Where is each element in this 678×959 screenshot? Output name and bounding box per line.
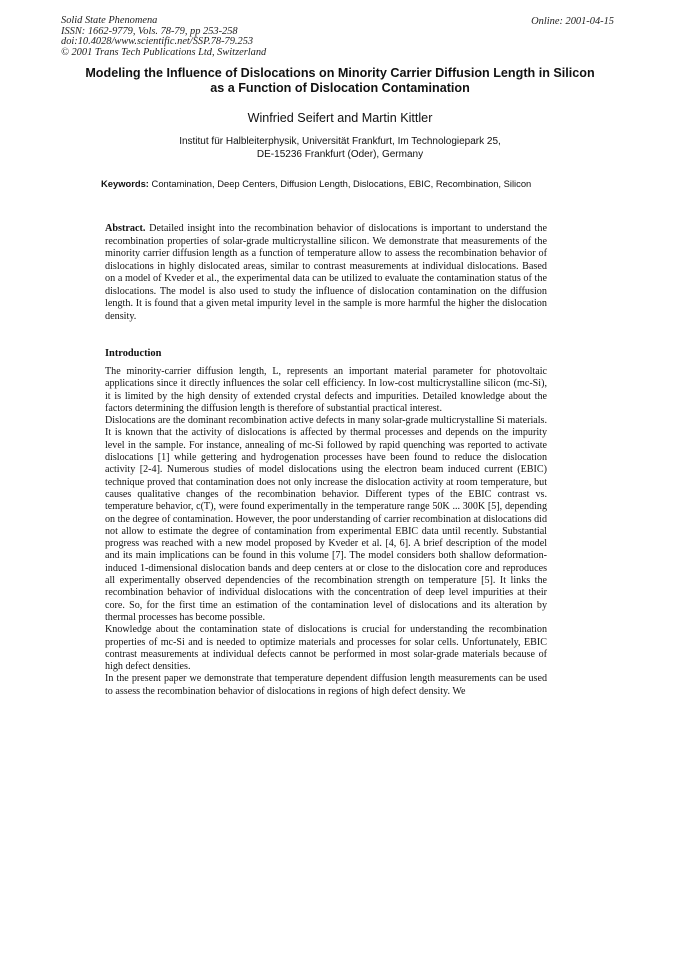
intro-paragraph: Dislocations are the dominant recombination active defects in many solar-grade multicrystalline Si materials. It is known that the activity of dislocations is affected by thermal processes and depends on the impurity level in the sample. For instance, annealing of mc-Si followed by rapid quenching was reported to activate dislocations [1] while gettering and hydrogenation processes have been found to reduce the dislocation activity [2-4]. Numerous studies of model dislocations using the electron beam induced current (EBIC) technique proved that contamination does not only increase the dislocation activity at room temperature, but causes qualitative changes of the recombination behavior. Different types of the EBIC contrast vs. temperature behavior, c(T), were found experimentally in the temperature range 50K ... 300K [5], depending on the degree of contamination. However, the poor understanding of carrier recombination at dislocations did not allow to estimate the degree of contamination from experimental EBIC data until recently. Substantial progress was reached with a new model proposed by Kveder et al. [4, 6]. A brief description of the model and its main implications can be found in this volume [7]. The model considers both shallow deformation-induced 1-dimensional dislocation bands and deep centers at or close to the dislocation core and reproduces all experimentally observed dependencies of the recombination strength on temperature [5]. It links the recombination behavior of individual dislocations with the concentration of deep level impurities at their core. So, for the first time an estimation of the contamination level of dislocations and its alteration by thermal processes has become possible. <box>105 415 547 623</box>
copyright-line: © 2001 Trans Tech Publications Ltd, Switzerland <box>61 46 267 58</box>
doi-line[interactable]: doi:10.4028/www.scientific.net/SSP.78-79.253 <box>61 36 254 48</box>
online-date: Online: 2001-04-15 <box>531 16 614 27</box>
affiliation-line-1: Institut für Halbleiterphysik, Universität Frankfurt, Im Technologiepark 25, <box>179 136 501 147</box>
abstract-block <box>105 223 547 323</box>
keywords-text: Contamination, Deep Centers, Diffusion Length, Dislocations, EBIC, Recombination, Silicon <box>151 178 532 189</box>
intro-paragraph: In the present paper we demonstrate that temperature dependent diffusion length measurements can be used to assess the recombination behavior of dislocations in regions of high defect density. We <box>105 673 547 697</box>
keywords-label: Keywords: <box>101 178 149 189</box>
citation-header <box>61 16 266 58</box>
paper-title: Modeling the Influence of Dislocations on Minority Carrier Diffusion Length in Silicon as a Function of Dislocation Contamination <box>85 66 595 95</box>
affiliation-line-2: DE-15236 Frankfurt (Oder), Germany <box>256 149 424 160</box>
intro-paragraph: Knowledge about the contamination state of dislocations is crucial for understanding the recombination properties of mc-Si and is needed to optimize materials and processes for solar cells. Unfortunately, EBIC contrast measurements at individual defects cannot be performed in most solar-grade materials because of high defect densities. <box>105 624 547 673</box>
abstract-label: Abstract. <box>105 223 146 234</box>
issn-line: ISSN: 1662-9779, Vols. 78-79, pp 253-258 <box>61 25 238 37</box>
journal-name: Solid State Phenomena <box>61 15 158 26</box>
keywords-block <box>101 178 553 190</box>
intro-paragraph: The minority-carrier diffusion length, L, represents an important material parameter for photovoltaic applications since it directly influences the solar cell efficiency. In low-cost multicrystalline silicon (mc-Si), it is limited by the high density of extended crystal defects and impurities. Detailed knowledge about the factors determining the diffusion length is therefore of substantial practical interest. <box>105 366 547 414</box>
introduction-body <box>105 366 547 698</box>
introduction-heading: Introduction <box>105 348 162 359</box>
abstract-text: Detailed insight into the recombination behavior of dislocations is important to understand the recombination properties of solar-grade multicrystalline silicon. We demonstrate that measurements of the minority carrier diffusion length as a function of temperature allow to assess the recombination behavior of dislocations in highly dislocated areas, similar to contrast measurements at individual dislocations. Based on a model of Kveder et al., the experimental data can be utilized to evaluate the contamination status of the dislocations. The model is also used to study the influence of dislocation contamination on the diffusion length. It is found that a given metal impurity level in the sample is more harmful the higher the dislocation density. <box>105 223 548 322</box>
affiliation <box>120 135 560 161</box>
author-names: Winfried Seifert and Martin Kittler <box>247 111 433 125</box>
